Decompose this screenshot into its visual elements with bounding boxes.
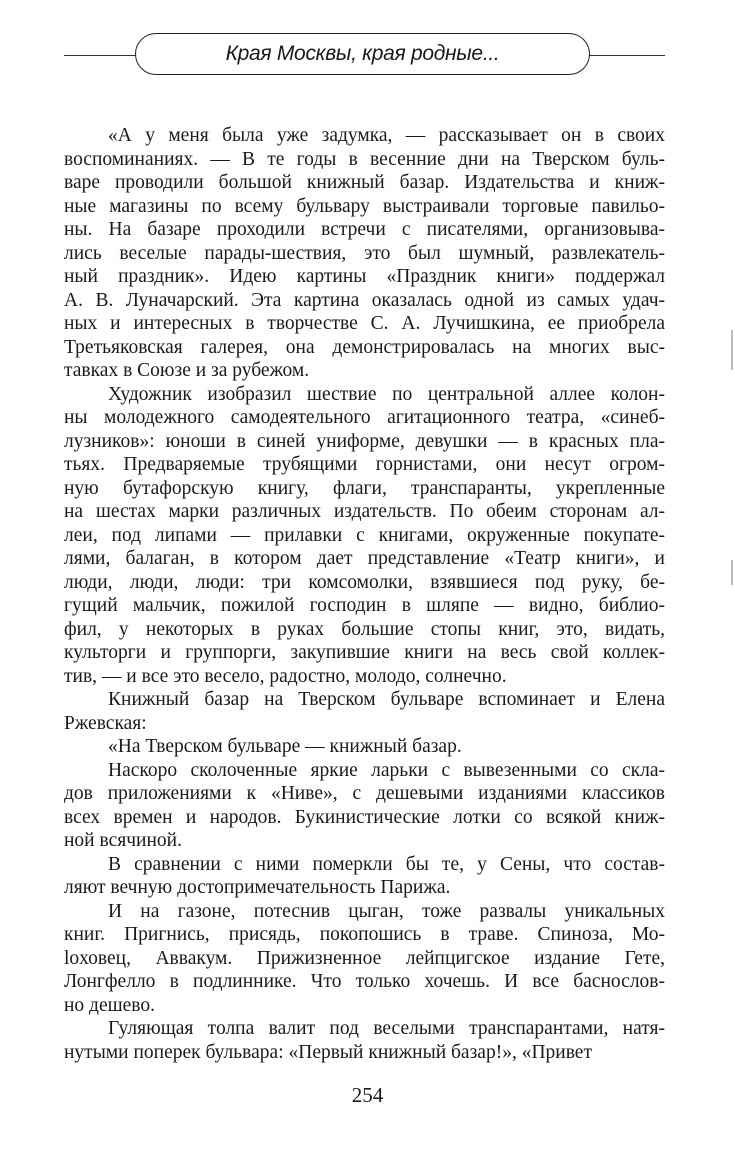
text-line: Лонгфелло в подлиннике. Что только хочешь. И все баснослов- [64,971,665,992]
text-line: ной всячиной. [64,830,182,851]
text-line: гущий мальчик, пожилой господин в шляпе — видно, библио- [64,595,665,616]
paragraph [64,735,665,759]
text-line: тьях. Предваряемые трубящими горнистами, они несут огром- [64,454,665,475]
text-line: дов приложениями к «Ниве», с дешевыми изданиями классиков [64,783,665,804]
header-rule-left [64,55,136,56]
text-line: «На Тверском бульваре — книжный базар. [108,736,462,757]
body-text [64,124,665,1064]
text-line: loховец, Аввакум. Прижизненное лейпцигское издание Гете, [64,947,665,969]
paragraph [64,688,665,735]
text-line: лись веселые парады-шествия, это был шумный, развлекатель- [64,242,665,264]
running-header-title: Края Москвы, края родные... [225,42,500,65]
paragraph [64,1017,665,1064]
text-line: нутыми поперек бульвара: «Первый книжный базар!», «Привет [64,1041,592,1063]
paragraph [64,383,665,689]
text-line: леи, под липами — прилавки с книгами, окруженные покупате- [64,524,665,546]
text-line: тив, — и все это весело, радостно, молодо, солнечно. [64,665,507,687]
text-line: люди, люди, люди: три комсомолки, взявшиеся под руку, бе- [64,571,665,593]
scan-edge-mark [731,560,733,585]
paragraph [64,853,665,900]
text-line: но дешево. [64,994,156,1016]
text-line: тавках в Союзе и за рубежом. [64,360,310,381]
header-rule-right [589,55,665,56]
page-number: 254 [351,1083,384,1107]
text-line: «А у меня была уже задумка, — рассказывает он в своих [108,125,665,146]
text-line: А. В. Луначарский. Эта картина оказалась одной из самых удач- [64,289,665,311]
text-line: воспоминаниях. — В те годы в весенние дни на Тверском буль- [64,148,665,170]
text-line: фил, у некоторых в руках большие стопы книг, это, видать, [64,618,665,640]
scan-edge-mark [731,330,733,370]
text-line: ны. На базаре проходили встречи с писателями, организовыва- [64,219,665,240]
paragraph [64,124,665,383]
text-line: варе проводили большой книжный базар. Издательства и книж- [64,172,665,193]
text-line: Книжный базар на Тверском бульваре вспоминает и Елена [108,689,665,710]
text-line: Третьяковская галерея, она демонстрировалась на многих выс- [64,336,665,358]
text-line: лузников»: юноши в синей униформе, девушки — в красных пла- [64,430,665,452]
text-line: Художник изобразил шествие по центральной аллее колон- [108,383,665,405]
running-header [135,33,590,75]
text-line: ную бутафорскую книгу, флаги, транспаранты, укрепленные [64,477,665,499]
paragraph [64,759,665,853]
text-line: ны молодежного самодеятельного агитационного театра, «синеб- [64,407,665,428]
text-line: ные магазины по всему бульвару выстраивали торговые павильо- [64,195,665,217]
text-line: лями, балаган, в котором дает представление «Театр книги», и [64,548,665,569]
text-line: Наскоро сколоченные яркие ларьки с вывезенными со скла- [108,759,665,781]
text-line: И на газоне, потеснив цыган, тоже развалы уникальных [108,900,665,922]
text-line: Ржевская: [64,712,147,734]
paragraph [64,900,665,1018]
text-line: ляют вечную достопримечательность Парижа. [64,877,451,898]
text-line: Гуляющая толпа валит под веселыми транспарантами, натя- [108,1018,665,1039]
text-line: ных и интересных в творчестве С. А. Лучишкина, ее приобрела [64,313,665,334]
text-line: ный праздник». Идею картины «Праздник книги» поддержал [64,266,665,287]
text-line: на шестах марки различных издательств. По обеим сторонам ал- [64,501,665,522]
text-line: культорги и группорги, закупившие книги на весь свой коллек- [64,642,665,663]
text-line: всех времен и народов. Букинистические лотки со всякой книж- [64,806,665,828]
text-line: книг. Пригнись, присядь, покопошись в траве. Спиноза, Мо- [64,924,665,945]
text-line: В сравнении с ними померкли бы те, у Сены, что состав- [108,853,665,875]
